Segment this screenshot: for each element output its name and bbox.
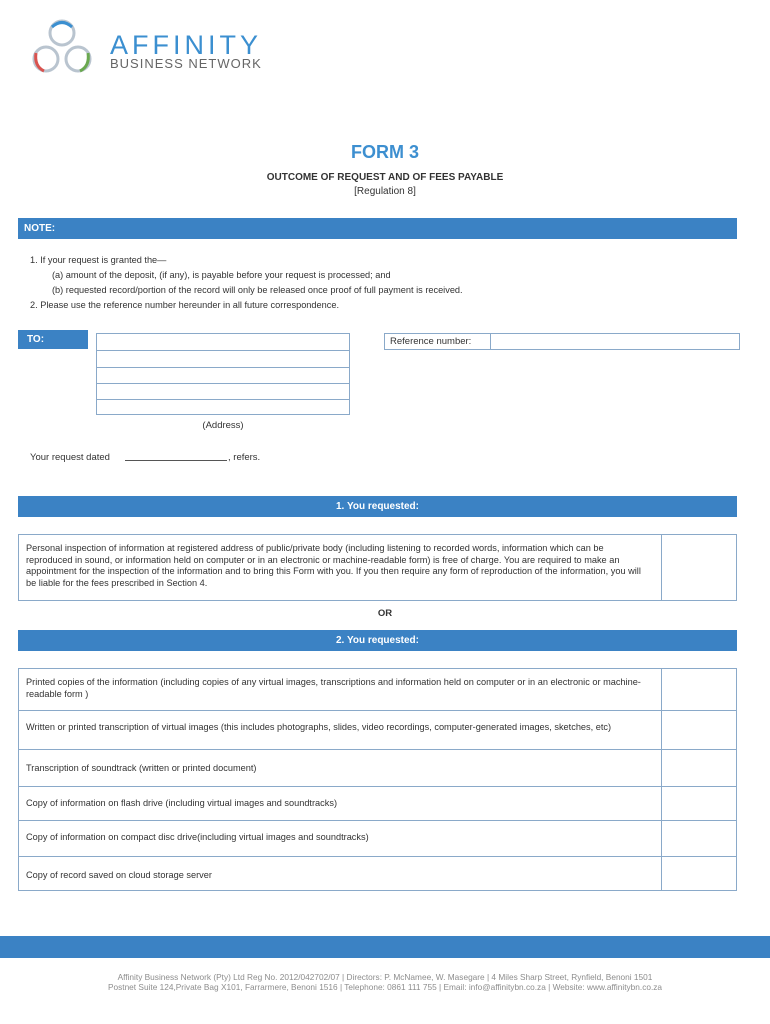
address-line-divider [97, 383, 349, 384]
or-separator: OR [377, 608, 393, 619]
request-date-field[interactable] [125, 460, 227, 461]
affinity-logo-mark-icon [26, 16, 98, 80]
section2-header: 2. You requested: [18, 630, 737, 651]
footer-line: Postnet Suite 124,Private Bag X101, Farrarmere, Benoni 1516 | Telephone: 0861 111 755 | Email: info@affinitybn.co.za | Website: www.affinitybn.co.za [107, 982, 663, 992]
table-row[interactable] [19, 856, 736, 891]
table-row[interactable] [19, 749, 736, 786]
option-personal-inspection: Personal inspection of information at registered address of public/private body (including listening to recorded words, information which can be reproduced in sound, or information held on computer or in an electronic or machine-readable form) is free of charge. You are required to make an appointment for the inspection of the information and to bring this Form with you. If you then require any form of reproduction of the information, you will be liable for the fees prescribed in Section 4. [26, 543, 641, 588]
footer-line: Affinity Business Network (Pty) Ltd Reg No. 2012/042702/07 | Directors: P. McNamee, W. Masegare | 4 Miles Sharp Street, Rynfield, Benoni 1501 [117, 972, 653, 982]
section1-table [18, 534, 737, 601]
address-label: (Address) [202, 420, 244, 431]
address-line-divider [97, 367, 349, 368]
option-soundtrack-transcription: Transcription of soundtrack (written or printed document) [26, 763, 257, 773]
form-regulation: [Regulation 8] [354, 186, 416, 197]
reference-number-label: Reference number: [390, 336, 472, 347]
company-logo [26, 16, 276, 84]
reference-divider [490, 334, 491, 349]
option-flash-drive: Copy of information on flash drive (including virtual images and soundtracks) [26, 798, 337, 808]
table-row[interactable] [19, 820, 736, 856]
table-row[interactable] [19, 786, 736, 820]
note-line: (b) requested record/portion of the record will only be released once proof of full payment is received. [52, 285, 463, 295]
section2-table [18, 668, 737, 891]
address-field[interactable] [96, 333, 350, 415]
note-line: 2. Please use the reference number hereunder in all future correspondence. [30, 300, 339, 310]
reference-number-field[interactable] [384, 333, 740, 350]
address-line-divider [97, 350, 349, 351]
section1-header: 1. You requested: [18, 496, 737, 517]
note-line: 1. If your request is granted the— [30, 255, 167, 265]
option-compact-disc: Copy of information on compact disc drive(including virtual images and soundtracks) [26, 832, 369, 842]
option-cloud-storage: Copy of record saved on cloud storage server [26, 870, 212, 880]
request-dated-label: Your request dated [30, 452, 110, 463]
note-line: (a) amount of the deposit, (if any), is payable before your request is processed; and [52, 270, 391, 280]
note-header: NOTE: [18, 218, 737, 239]
table-row[interactable] [19, 710, 736, 749]
option-virtual-images-transcription: Written or printed transcription of virtual images (this includes photographs, slides, video recordings, computer-generated images, sketches, etc) [26, 722, 612, 732]
note-text [30, 253, 730, 313]
footer-text [0, 972, 770, 992]
request-dated-suffix: , refers. [228, 452, 261, 463]
address-line-divider [97, 399, 349, 400]
brand-tagline: BUSINESS NETWORK [110, 56, 262, 71]
footer-bar [0, 936, 770, 958]
option-printed-copies: Printed copies of the information (including copies of any virtual images, transcriptions and information held on computer or in an electronic or machine-readable form ) [26, 677, 641, 699]
to-label: TO: [18, 330, 88, 349]
form-subtitle: OUTCOME OF REQUEST AND OF FEES PAYABLE [266, 172, 504, 183]
brand-name: AFFINITY [110, 30, 262, 60]
table-row[interactable] [19, 669, 736, 710]
form-title: FORM 3 [350, 142, 419, 162]
checkbox-column-divider [661, 535, 662, 600]
